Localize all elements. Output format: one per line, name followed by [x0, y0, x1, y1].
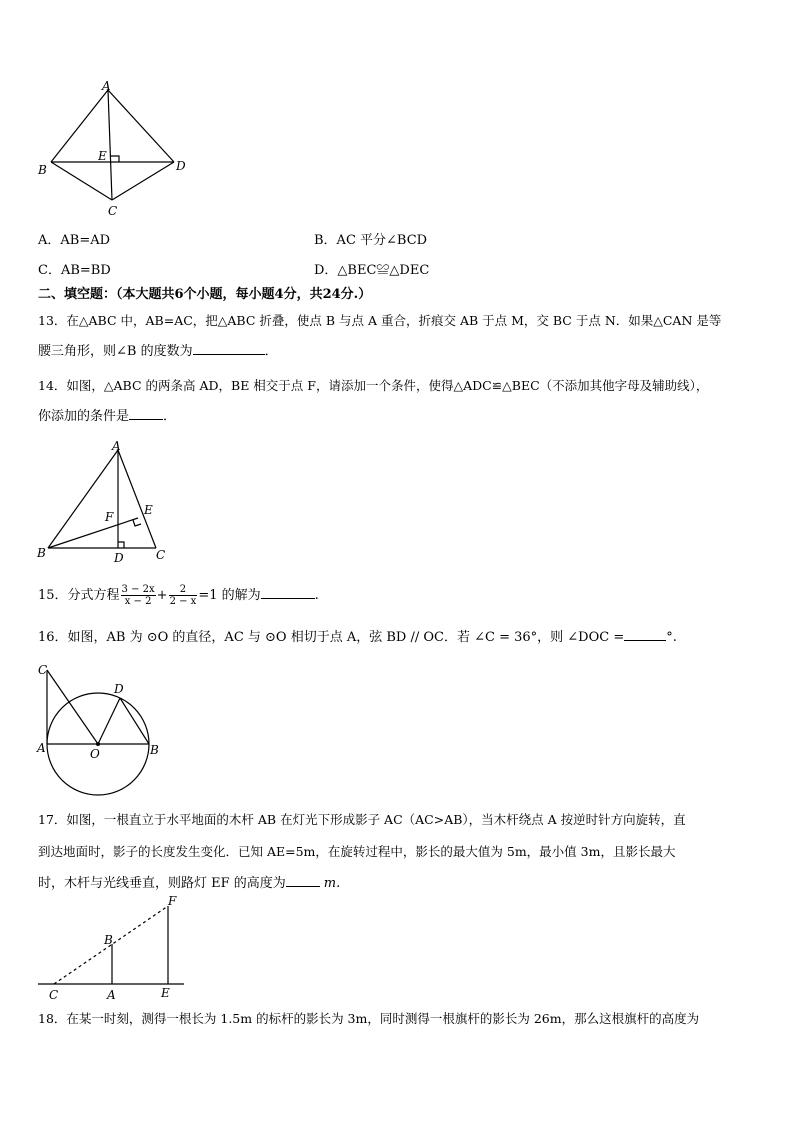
label-B: B [150, 743, 159, 757]
q15-plus: + [156, 588, 168, 603]
q14-end: ． [163, 409, 177, 424]
q15-fraction-2-numerator: 2 [169, 584, 198, 596]
q15-fraction-2-denominator: 2 − x [169, 596, 197, 607]
q15-prefix: 15．分式方程 [38, 588, 120, 603]
label-B: B [38, 163, 47, 177]
label-B: B [37, 546, 46, 560]
q17-text: 时，木杆与光线垂直，则路灯 EF 的高度为 [38, 876, 286, 891]
label-A: A [37, 741, 46, 755]
q14-line1: 14．如图，△ABC 的两条高 AD，BE 相交于点 F，请添加一个条件，使得△ADC≌△BEC（不添加其他字母及辅助线）， [38, 378, 709, 393]
figure-quadrilateral [34, 78, 204, 223]
label-F: F [168, 894, 177, 908]
section-heading: 二、填空题：（本大题共6个小题，每小题4分，共24分.） [38, 287, 372, 302]
option-a: A．AB=AD [38, 233, 111, 248]
option-d: D．△BEC≌△DEC [314, 263, 430, 278]
label-A: A [112, 439, 121, 453]
label-C: C [156, 548, 166, 562]
label-B: B [104, 933, 113, 947]
q13-answer-blank[interactable] [193, 342, 265, 355]
label-D: D [176, 159, 186, 173]
label-A: A [102, 79, 111, 93]
q17-line3 [38, 874, 340, 893]
q15-line [38, 583, 319, 609]
q14-answer-blank[interactable] [129, 407, 163, 420]
q16-answer-blank[interactable] [624, 628, 666, 641]
q15-fraction-1-denominator: x − 2 [124, 596, 152, 607]
option-b: B．AC 平分∠BCD [314, 233, 428, 248]
label-C: C [38, 663, 48, 677]
label-D: D [114, 682, 124, 696]
q16-end: °. [666, 630, 677, 645]
q15-end: . [314, 588, 319, 603]
q14-text: 你添加的条件是 [38, 409, 130, 424]
label-D: D [114, 551, 124, 565]
q15-fraction-2 [169, 584, 198, 607]
q13-end: ． [264, 344, 278, 359]
q17-unit: m. [323, 876, 341, 891]
label-E: E [98, 149, 107, 163]
q15-fraction-1-numerator: 3 − 2x [121, 584, 155, 595]
label-A: A [107, 988, 116, 1002]
q15-equals: =1 的解为 [198, 588, 261, 603]
q14-line2 [38, 407, 176, 426]
q17-answer-blank[interactable] [286, 874, 320, 887]
label-C: C [108, 204, 118, 218]
q17-line1: 17．如图，一根直立于水平地面的木杆 AB 在灯光下形成影子 AC（AC>AB），当木杆绕点 A 按逆时针方向旋转，直 [38, 812, 686, 827]
label-E: E [144, 503, 153, 517]
figure-circle [34, 658, 174, 798]
q17-line2: 到达地面时，影子的长度发生变化．已知 AE=5m，在旋转过程中，影长的最大值为 5m，最小值 3m，且影长最大 [38, 844, 676, 859]
q13-line1: 13．在△ABC 中，AB=AC，把△ABC 折叠，使点 B 与点 A 重合，折痕交 AB 于点 M，交 BC 于点 N．如果△CAN 是等 [38, 313, 722, 328]
figure-lamp-post [34, 892, 194, 1004]
q15-answer-blank[interactable] [261, 586, 315, 599]
q15-fraction-1 [121, 584, 156, 607]
label-O: O [90, 747, 100, 761]
q13-line2 [38, 342, 278, 361]
label-C: C [49, 988, 59, 1002]
q18-line1: 18．在某一时刻，测得一根长为 1.5m 的标杆的影长为 3m，同时测得一根旗杆的影长为 26m，那么这根旗杆的高度为 [38, 1011, 700, 1026]
figure-triangle [34, 436, 174, 566]
q16-line [38, 628, 677, 647]
label-E: E [161, 986, 170, 1000]
q16-text: 16．如图，AB 为 ⊙O 的直径，AC 与 ⊙O 相切于点 A，弦 BD // OC．若 ∠C = 36°，则 ∠DOC = [38, 630, 625, 645]
option-c: C．AB=BD [38, 263, 111, 278]
label-F: F [105, 510, 114, 524]
q13-text: 腰三角形，则∠B 的度数为 [38, 344, 193, 359]
